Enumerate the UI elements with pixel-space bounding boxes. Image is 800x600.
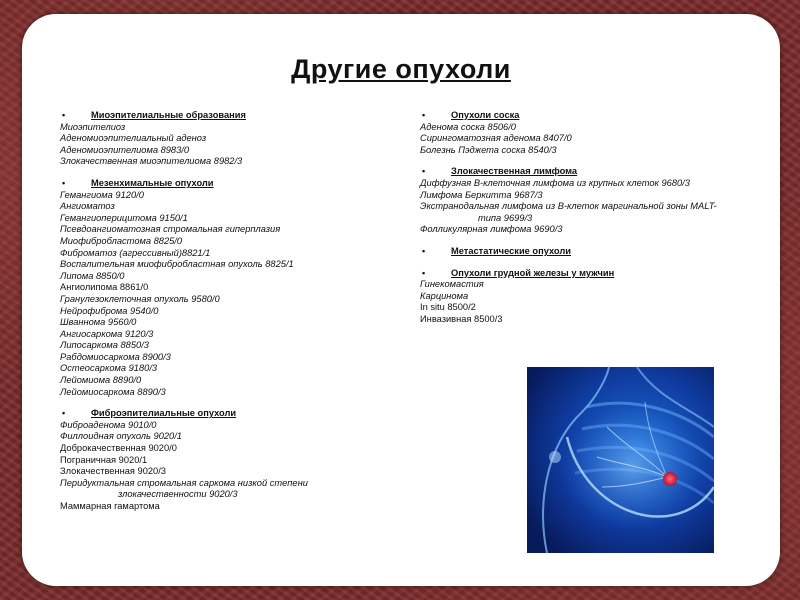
- list-item: Нейрофиброма 9540/0: [60, 305, 159, 316]
- list-item: Карцинома: [420, 290, 469, 301]
- list-item: Ангиолипома 8861/0: [60, 282, 149, 293]
- list-item: Псевдоангиоматозная стромальная гиперплазия: [60, 224, 281, 235]
- section-heading-text: Опухоли соска: [451, 110, 520, 120]
- section-heading-text: Миоэпителиальные образования: [91, 110, 246, 120]
- section-heading: [420, 246, 750, 258]
- anatomy-illustration: [527, 367, 714, 553]
- list-item: Ангиоматоз: [60, 201, 115, 212]
- list-item: Гинекомастия: [420, 279, 484, 290]
- list-item: Злокачественная 9020/3: [60, 466, 166, 477]
- list-item: Фолликулярная лимфома 9690/3: [420, 224, 563, 235]
- list-item: Инвазивная 8500/3: [420, 313, 503, 324]
- bullet: •: [422, 166, 426, 177]
- list-item-continuation: злокачественности 9020/3: [118, 489, 238, 500]
- list-item: Лейомиома 8890/0: [60, 375, 142, 386]
- list-item: Аденома соска 8506/0: [420, 121, 516, 132]
- section-heading-text: Мезенхимальные опухоли: [91, 177, 214, 188]
- list-item: Гемангиома 9120/0: [60, 189, 144, 200]
- list-item: Аденомиоэпителиальный аденоз: [60, 133, 207, 144]
- list-item: Злокачественная миоэпителиома 8982/3: [60, 156, 243, 167]
- list-item: Воспалительная миофибробластная опухоль 8825/1: [60, 259, 294, 270]
- list-item-line: Перидуктальная стромальная саркома низкой степени: [60, 477, 308, 488]
- section-heading: [420, 268, 750, 280]
- list-item: Шваннома 9560/0: [60, 317, 137, 328]
- list-item: Гемангиоперицитома 9150/1: [60, 212, 188, 223]
- list-item: Липосаркома 8850/3: [60, 340, 149, 351]
- list-item: In situ 8500/2: [420, 302, 476, 313]
- list-item: Миоэпителиоз: [60, 121, 126, 132]
- list-item: Липома 8850/0: [60, 270, 125, 281]
- list-item: Сирингоматозная аденома 8407/0: [420, 133, 572, 144]
- list-item-continuation: типа 9699/3: [478, 212, 533, 223]
- section-heading: [60, 110, 360, 122]
- section-heading-text: Фиброэпителиальные опухоли: [91, 408, 237, 419]
- bullet: •: [62, 177, 66, 188]
- list-item: [420, 201, 750, 224]
- section-heading: [420, 110, 750, 122]
- slide-title: Другие опухоли: [291, 54, 511, 84]
- section-heading: [60, 178, 360, 190]
- tumor-icon: [663, 472, 677, 486]
- list-item: Филлоидная опухоль 9020/1: [60, 431, 182, 442]
- list-item: Миофибробластома 8825/0: [60, 235, 183, 246]
- list-item: Лимфома Беркитта 9687/3: [420, 189, 543, 200]
- list-item: Остеосаркома 9180/3: [60, 363, 158, 374]
- list-item: Фиброматоз (агрессивный)8821/1: [60, 247, 211, 258]
- breast-xray-icon: [527, 367, 714, 553]
- list-item: [60, 478, 360, 501]
- list-item: Диффузная В-клеточная лимфома из крупных клеток 9680/3: [420, 177, 690, 188]
- section-heading-text: Метастатические опухоли: [451, 245, 572, 256]
- section-heading: [60, 408, 360, 420]
- slide: [22, 14, 780, 586]
- list-item: Пограничная 9020/1: [60, 454, 148, 465]
- left-column: [60, 110, 360, 513]
- section-heading: [420, 166, 750, 178]
- list-item-line: Экстранодальная лимфома из В-клеток маргинальной зоны MALT-: [420, 201, 717, 212]
- right-column: [420, 110, 750, 326]
- bullet: •: [422, 245, 426, 256]
- list-item: Лейомиосаркома 8890/3: [60, 386, 166, 397]
- list-item: Гранулезоклеточная опухоль 9580/0: [60, 293, 220, 304]
- list-item: Болезнь Пэджета соска 8540/3: [420, 144, 557, 155]
- section-heading-text: Опухоли грудной железы у мужчин: [451, 267, 615, 278]
- list-item: Ангиосаркома 9120/3: [60, 328, 154, 339]
- list-item: Рабдомиосаркома 8900/3: [60, 351, 171, 362]
- list-item: Доброкачественная 9020/0: [60, 443, 177, 454]
- section-heading-text: Злокачественная лимфома: [451, 166, 578, 177]
- list-item: Фиброаденома 9010/0: [60, 419, 157, 430]
- bullet: •: [62, 110, 66, 120]
- list-item: Аденомиоэпителиома 8983/0: [60, 144, 190, 155]
- bullet: •: [422, 267, 426, 278]
- bullet: •: [422, 110, 426, 120]
- list-item: Маммарная гамартома: [60, 501, 160, 511]
- bullet: •: [62, 408, 66, 419]
